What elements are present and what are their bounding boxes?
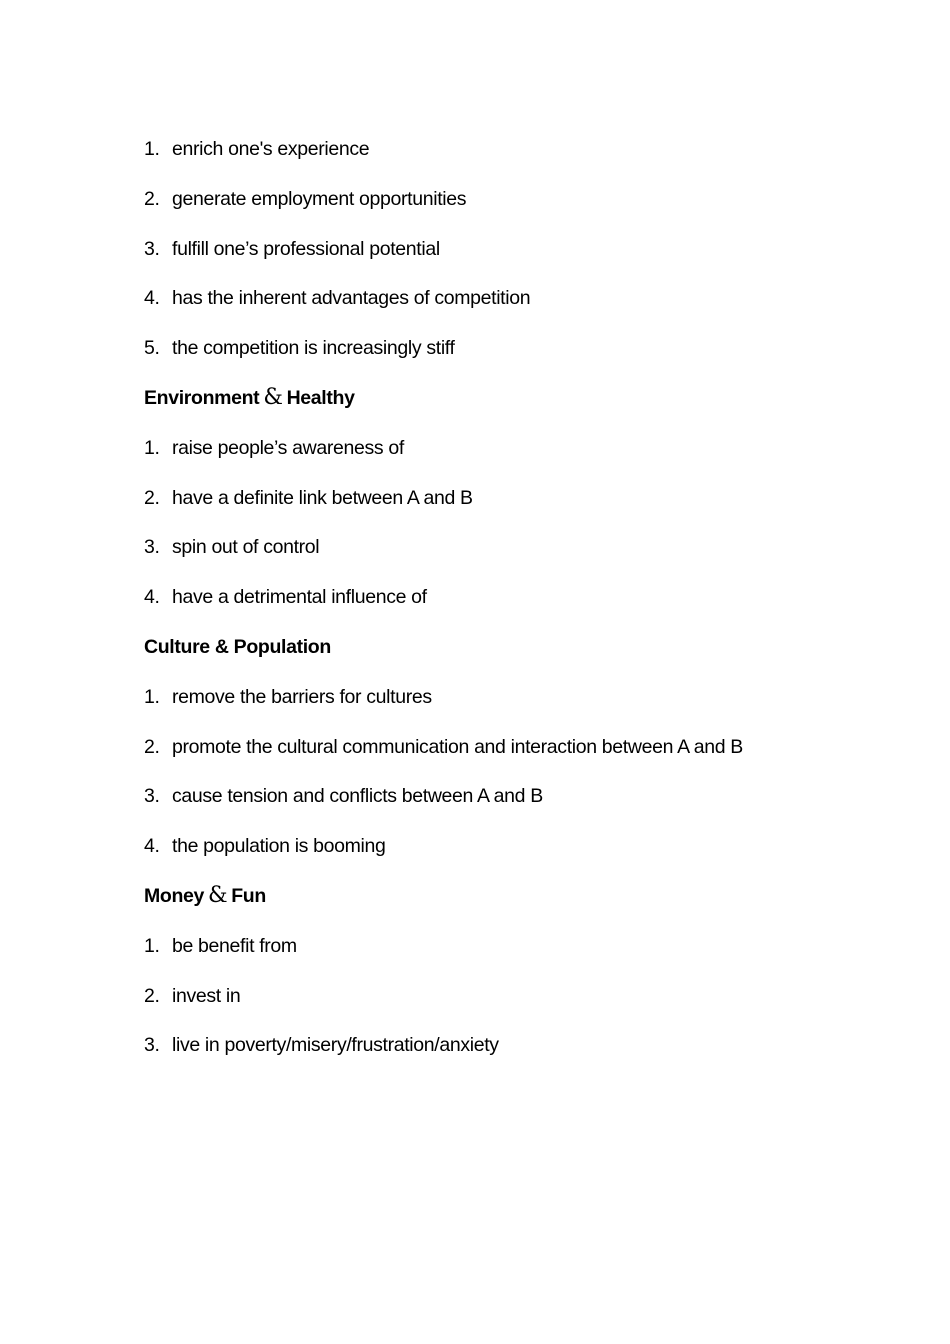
heading-right: Fun bbox=[231, 884, 266, 907]
section-heading bbox=[144, 386, 864, 436]
item-number: 2. bbox=[144, 486, 160, 509]
section-money-fun bbox=[144, 884, 864, 1083]
section-heading bbox=[144, 884, 864, 934]
list-item bbox=[144, 585, 864, 635]
item-text: live in poverty/misery/frustration/anxiety bbox=[172, 1034, 499, 1057]
heading-text: Culture & Population bbox=[144, 635, 331, 658]
item-text: fulfill one’s professional potential bbox=[172, 237, 440, 260]
item-text: have a detrimental influence of bbox=[172, 586, 427, 609]
item-number: 3. bbox=[144, 536, 160, 559]
list-item bbox=[144, 535, 864, 585]
list-item bbox=[144, 784, 864, 834]
item-number: 1. bbox=[144, 685, 160, 708]
list-item bbox=[144, 237, 864, 287]
item-number: 1. bbox=[144, 436, 160, 459]
list-item bbox=[144, 934, 864, 984]
heading-left: Money bbox=[144, 884, 205, 907]
item-text: the competition is increasingly stiff bbox=[172, 337, 455, 360]
heading-ampersand: & bbox=[263, 384, 283, 410]
list-item bbox=[144, 187, 864, 237]
section-culture-population bbox=[144, 635, 864, 884]
item-text: has the inherent advantages of competition bbox=[172, 287, 531, 310]
item-number: 1. bbox=[144, 138, 160, 160]
section-environment-healthy bbox=[144, 386, 864, 635]
item-number: 1. bbox=[144, 934, 160, 957]
item-number: 2. bbox=[144, 187, 160, 210]
list-item bbox=[144, 1033, 864, 1083]
item-text: the population is booming bbox=[172, 835, 386, 858]
item-number: 4. bbox=[144, 835, 160, 858]
item-number: 4. bbox=[144, 287, 160, 310]
item-text: cause tension and conflicts between A and B bbox=[172, 785, 543, 808]
list-item bbox=[144, 834, 864, 884]
item-number: 3. bbox=[144, 1034, 160, 1057]
list-item bbox=[144, 336, 864, 386]
heading-left: Environment bbox=[144, 386, 260, 409]
item-number: 3. bbox=[144, 237, 160, 260]
item-number: 2. bbox=[144, 735, 160, 758]
item-number: 2. bbox=[144, 984, 160, 1007]
document-page bbox=[144, 137, 864, 1083]
item-text: have a definite link between A and B bbox=[172, 486, 473, 509]
item-text: be benefit from bbox=[172, 934, 297, 957]
item-number: 3. bbox=[144, 785, 160, 808]
item-text: enrich one's experience bbox=[172, 138, 370, 160]
item-text: invest in bbox=[172, 984, 241, 1007]
list-item bbox=[144, 486, 864, 536]
section-heading bbox=[144, 635, 864, 685]
item-number: 5. bbox=[144, 337, 160, 360]
item-text: spin out of control bbox=[172, 536, 320, 559]
item-text: promote the cultural communication and interaction between A and B bbox=[172, 735, 743, 758]
item-text: remove the barriers for cultures bbox=[172, 685, 432, 708]
list-item bbox=[144, 286, 864, 336]
heading-ampersand: & bbox=[208, 882, 228, 908]
list-item bbox=[144, 984, 864, 1034]
heading-right: Healthy bbox=[286, 386, 355, 409]
item-text: raise people’s awareness of bbox=[172, 436, 404, 459]
list-item bbox=[144, 436, 864, 486]
item-number: 4. bbox=[144, 586, 160, 609]
item-text: generate employment opportunities bbox=[172, 187, 467, 210]
list-item bbox=[144, 735, 864, 785]
list-item bbox=[144, 685, 864, 735]
list-item bbox=[144, 137, 864, 187]
section-general bbox=[144, 137, 864, 386]
